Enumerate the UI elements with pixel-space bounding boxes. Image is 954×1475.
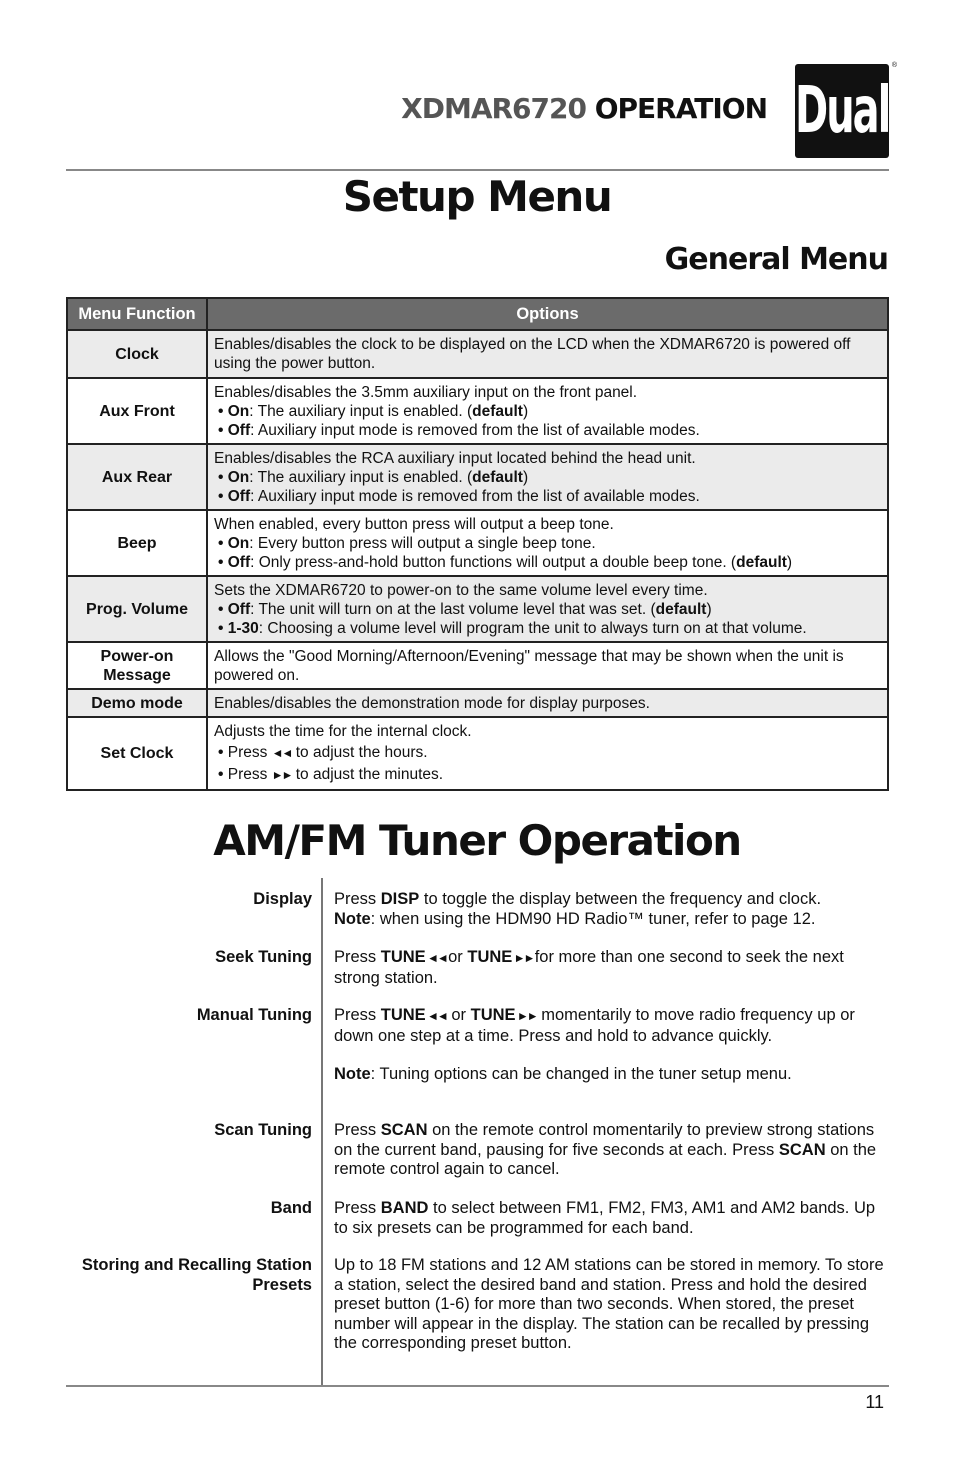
paren: ): [706, 600, 712, 618]
key-name: DISP: [380, 890, 420, 908]
key-name: TUNE: [467, 948, 513, 966]
note-text: : Tuning options can be changed in the tuner setup menu.: [370, 1065, 792, 1083]
general-menu-title: General Menu: [664, 242, 888, 277]
option-bullet-off: [214, 600, 881, 619]
logo-text: Dual: [795, 74, 890, 148]
default-tag: default: [472, 402, 523, 420]
setup-menu-title: Setup Menu: [342, 172, 612, 221]
table-header-row: [67, 298, 888, 330]
function-options: [207, 576, 888, 642]
fast-forward-icon: ►►: [515, 1009, 537, 1023]
desc-text: to toggle the display between the frequency and clock.: [419, 890, 822, 908]
option-bullet-on: [214, 534, 881, 553]
option-bullet-minutes: [214, 764, 881, 786]
function-name: Beep: [67, 510, 207, 576]
desc-text: on the remote control again to cancel.: [334, 1140, 877, 1178]
rewind-icon: ◄◄: [425, 951, 449, 965]
header-menu-function: Menu Function: [67, 298, 207, 330]
general-menu-table: [66, 297, 889, 791]
option-desc: Enables/disables the RCA auxiliary input located behind the head unit.: [214, 449, 696, 467]
option-text: : Every button press will output a single beep tone.: [249, 534, 596, 552]
vertical-divider: [321, 878, 323, 1386]
option-label: Off: [227, 421, 251, 439]
function-options: [207, 444, 888, 510]
option-bullet-off: [214, 421, 881, 440]
key-name: TUNE: [380, 948, 426, 966]
desc-text: Press: [334, 1199, 381, 1217]
tuner-desc: Up to 18 FM stations and 12 AM stations can be stored in memory. To store a station, select the desired band and station. Press and hold the desired preset button (1-6) for more than two seconds. When stored, the preset number will appear in the display. The station can be recalled by pressing the corresponding preset button.: [334, 1256, 884, 1352]
option-text: to adjust the minutes.: [295, 766, 444, 783]
desc-text: or: [448, 948, 468, 966]
tuner-label: [66, 1256, 312, 1295]
label-line2: Presets: [252, 1275, 312, 1294]
page-number: 11: [865, 1392, 884, 1412]
function-name: Prog. Volume: [67, 576, 207, 642]
key-name: TUNE: [470, 1006, 516, 1024]
page-header: [66, 62, 897, 160]
function-options: Enables/disables the demonstration mode for display purposes.: [207, 689, 888, 717]
tuner-operation-section: [66, 878, 889, 1386]
option-bullet-off: [214, 553, 881, 572]
note-label: Note: [334, 1065, 371, 1083]
tuner-operation-title: AM/FM Tuner Operation: [213, 816, 741, 865]
paren: ): [786, 553, 793, 571]
function-name: Set Clock: [67, 717, 207, 790]
default-tag: default: [655, 600, 707, 618]
function-name-line2: Message: [103, 666, 171, 684]
table-row-set-clock: [67, 717, 888, 790]
desc-text: for more than one second to seek the next strong station.: [334, 948, 844, 987]
option-label: On: [227, 402, 250, 420]
desc-text: Press: [727, 1140, 779, 1159]
option-bullet-on: [214, 402, 881, 421]
key-name: BAND: [380, 1199, 429, 1217]
function-options: [207, 378, 888, 444]
tuner-label: Band: [270, 1199, 312, 1217]
fast-forward-icon: ►►: [512, 951, 535, 965]
tuner-desc: [334, 890, 889, 929]
paren: ): [522, 402, 529, 420]
tuner-note: [334, 1065, 889, 1085]
desc-text: on the remote control momentarily to preview strong stations on the current band, pausing for five seconds at each.: [334, 1121, 875, 1159]
function-name: Clock: [67, 330, 207, 378]
header-model: XDMAR6720: [401, 92, 586, 125]
tuner-desc: [334, 1006, 889, 1085]
tuner-label: Seek Tuning: [215, 948, 312, 966]
function-name-line1: Power-on: [100, 647, 174, 665]
note-text: : when using the HDM90 HD Radio™ tuner, refer to page 12.: [370, 909, 816, 928]
option-label: Off: [227, 553, 251, 571]
footer-rule: [66, 1385, 889, 1387]
table-row-aux-rear: [67, 444, 888, 510]
rewind-icon: ◄◄: [271, 746, 292, 760]
option-label: 1-30: [227, 619, 259, 637]
function-options: Enables/disables the clock to be displayed on the LCD when the XDMAR6720 is powered off using the power button.: [207, 330, 888, 378]
option-text: : Choosing a volume level will program the unit to always turn on at that volume.: [258, 619, 807, 637]
function-name: Demo mode: [67, 689, 207, 717]
tuner-desc: [334, 948, 889, 988]
option-label: On: [227, 468, 250, 486]
press-text: Press: [227, 744, 268, 761]
header-rule: [66, 169, 889, 171]
option-desc: Sets the XDMAR6720 to power-on to the same volume level every time.: [214, 581, 708, 599]
desc-text: to select between FM1, FM2, FM3, AM1 and AM2 bands. Up to six presets can be programmed for each band.: [334, 1199, 876, 1237]
option-bullet-on: [214, 468, 881, 487]
tuner-label: Manual Tuning: [196, 1006, 312, 1024]
header-title: [401, 92, 767, 125]
option-text: : Only press-and-hold button functions will output a double beep tone. (: [250, 553, 737, 571]
function-options: Allows the "Good Morning/Afternoon/Evening" message that may be shown when the unit is powered on.: [207, 642, 888, 689]
desc-text: Press: [334, 948, 381, 966]
paren: ): [522, 468, 529, 486]
tuner-label: Scan Tuning: [214, 1121, 312, 1139]
key-name: SCAN: [778, 1140, 826, 1159]
rewind-icon: ◄◄: [425, 1009, 447, 1023]
registered-mark: ®: [891, 62, 897, 69]
table-row-power-on-message: [67, 642, 888, 689]
option-desc: When enabled, every button press will output a beep tone.: [214, 515, 614, 533]
table-row-prog-volume: [67, 576, 888, 642]
function-name: Aux Front: [67, 378, 207, 444]
key-name: TUNE: [380, 1006, 426, 1024]
desc-text: Press: [334, 1006, 381, 1024]
header-operation: OPERATION: [594, 92, 767, 125]
option-text: : The unit will turn on at the last volume level that was set. (: [250, 600, 656, 618]
option-bullet-off: [214, 487, 881, 506]
function-options: [207, 717, 888, 790]
option-desc: Enables/disables the 3.5mm auxiliary input on the front panel.: [214, 383, 638, 401]
tuner-desc: [334, 1121, 889, 1180]
option-text: to adjust the hours.: [295, 744, 428, 761]
tuner-label: Display: [253, 890, 312, 908]
option-text: : The auxiliary input is enabled. (: [249, 468, 473, 486]
table-row-demo-mode: [67, 689, 888, 717]
option-bullet-range: [214, 619, 881, 638]
note-label: Note: [334, 909, 371, 928]
desc-text: Press: [334, 1121, 381, 1139]
option-label: Off: [227, 600, 251, 618]
desc-text: or: [446, 1006, 471, 1024]
option-bullet-hours: [214, 742, 881, 764]
function-options: [207, 510, 888, 576]
tuner-desc: [334, 1199, 889, 1238]
function-name: [67, 642, 207, 689]
press-text: Press: [227, 766, 268, 783]
option-label: Off: [227, 487, 251, 505]
option-text: : Auxiliary input mode is removed from the list of available modes.: [250, 487, 700, 505]
table-row-aux-front: [67, 378, 888, 444]
desc-text: momentarily to move radio frequency up or down one step at a time. Press and hold to advance quickly.: [334, 1006, 855, 1045]
dual-logo: [795, 62, 897, 158]
label-line1: Storing and Recalling Station: [81, 1256, 312, 1274]
table-row-clock: [67, 330, 888, 378]
option-text: : The auxiliary input is enabled. (: [249, 402, 473, 420]
desc-text: Press: [334, 890, 381, 908]
fast-forward-icon: ►►: [271, 768, 292, 782]
function-name: Aux Rear: [67, 444, 207, 510]
key-name: SCAN: [380, 1121, 428, 1139]
option-label: On: [227, 534, 250, 552]
table-row-beep: [67, 510, 888, 576]
default-tag: default: [736, 553, 787, 571]
option-text: : Auxiliary input mode is removed from the list of available modes.: [250, 421, 700, 439]
option-desc: Adjusts the time for the internal clock.: [214, 723, 472, 740]
default-tag: default: [472, 468, 523, 486]
header-options: Options: [207, 298, 888, 330]
